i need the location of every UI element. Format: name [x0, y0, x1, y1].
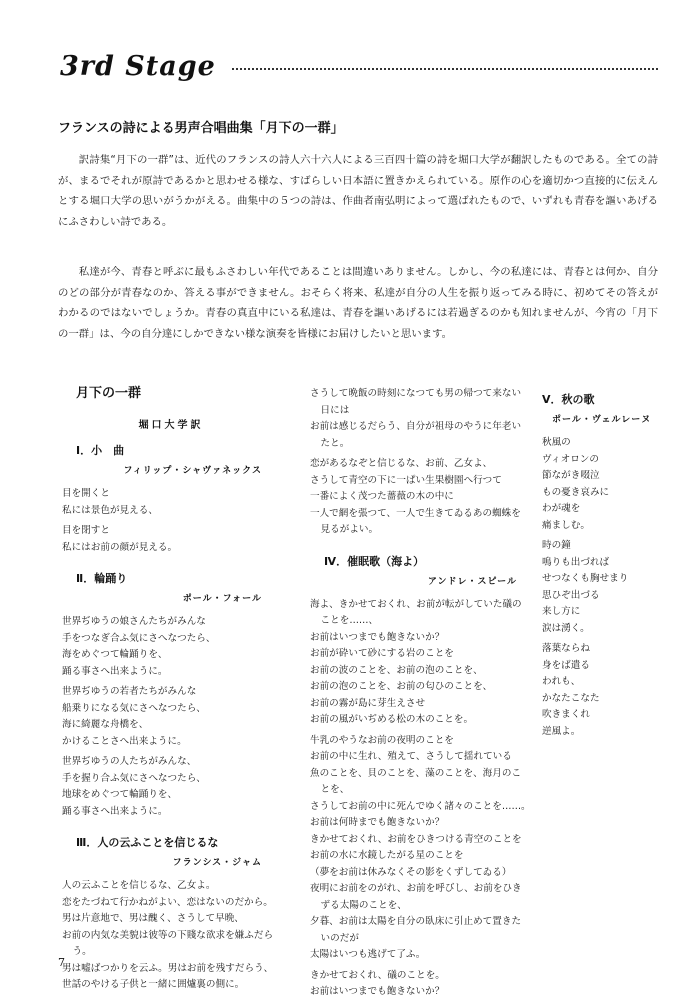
poem-line: お前はいつまでも飽きないか？: [310, 631, 445, 643]
poem-line: 夕暮、お前は太陽を自分の臥床に引止めて置きた: [310, 916, 522, 927]
section-title: Ⅲ．人の云ふことを信じるな: [76, 836, 219, 849]
poem-line: 海よ、きかせておくれ、お前が転がしていた礒の: [310, 598, 522, 610]
poem-line: お前の水に水鏡したがる星のことを: [310, 850, 464, 861]
poet-name: フィリップ・シャヴァネックス: [123, 466, 262, 476]
poem-line: わが魂を: [542, 503, 581, 514]
poet-name: アンドレ・スピール: [427, 576, 517, 587]
poem-line: 世界ぢゆうの若者たちがみんな: [62, 686, 197, 697]
poem-line: お前の霧が島に芽生えさせ: [310, 697, 426, 709]
intro-paragraph-1: 訳詩集“月下の一群”は、近代のフランスの詩人六十六人による三百四十篇の詩を堀口大学が翻訳したものである。全ての詩が、まるでそれが原詩であるかと思わせる様な、すばらしい日本語に置きかえられている。原作の心を適切かつ直接的に伝えんとする堀口大学の思いがうかがえる。曲集中の５つの詩は、作曲者南弘明によって選ばれたもので、いずれも青春を謳いあげるにふさわしい詩である。: [58, 154, 658, 228]
poem-line: 太陽はいつも逃げて了ふ。: [310, 949, 426, 960]
poem-line: きかせておくれ、お前をひきつける青空のことを: [310, 833, 522, 845]
poem-body: [62, 878, 280, 994]
poem-line: 私には景色が見える、: [62, 504, 158, 516]
poem-line: 身をば遣る: [542, 659, 590, 671]
section-title: Ⅴ．秋の歌: [542, 393, 595, 406]
poem-column-2: [310, 386, 535, 1001]
poem-line: かなたこなた: [542, 692, 600, 704]
poem-line: 海に綺麗な舟橋を、: [62, 719, 149, 730]
dotted-rule: [232, 68, 658, 70]
poem-line: 来し方に: [542, 606, 581, 617]
poem-line: 一人で網を張つて、一人で生きてゐるあの蜘蛛を: [310, 507, 521, 519]
poem-line: せつなくも胸せまり: [542, 573, 629, 584]
poem-line: 牛乳のやうなお前の夜明のことを: [310, 734, 454, 746]
section-title: Ⅱ．輪踊り: [76, 572, 128, 585]
poem-line: お前の泡のことを、お前の匂ひのことを、: [310, 681, 493, 692]
poem-body: [62, 486, 280, 556]
poem-line: う。: [72, 946, 92, 957]
poem-line: 恋をたづねて行かねがよい、恋はないのだから。: [62, 896, 273, 908]
poem-line: われも、: [542, 676, 581, 687]
poem-line: 手をつなぎ合ふ気にさへなつたら、: [62, 632, 216, 644]
poem-line: 踊る事さへ出来ように。: [62, 665, 168, 677]
poem-line: 目を開くと: [62, 488, 110, 499]
poem-line: （夢をお前は休みなくその影をくずしてゐる）: [310, 866, 512, 878]
poem-line: とを、: [320, 784, 350, 795]
page-header: [60, 50, 660, 84]
poem-body: [542, 435, 652, 740]
poet-name: フランシス・ジャム: [172, 858, 262, 868]
poet-name: ポール・フォール: [182, 594, 262, 604]
section-title: Ⅰ．小 曲: [76, 444, 125, 457]
poem-line: さうして晩飯の時刻になつても男の帰つて来ない: [310, 388, 522, 399]
poem-line: 思ひぞ出づる: [542, 589, 600, 601]
poem-line: 日には: [320, 404, 350, 416]
poem-line: 時の鐘: [542, 540, 571, 551]
poem-line: 地球をめぐつて輪踊りを、: [62, 789, 178, 800]
poem-line: 魚のことを、貝のことを、藻のことを、海月のこ: [310, 767, 522, 779]
poem-line: お前はいつまでも飽きないか？: [310, 986, 445, 997]
poem-line: 船乗りになる気にさへなつたら、: [62, 702, 206, 714]
poem-line: 踊る事さへ出来ように。: [62, 805, 168, 817]
poem-line: 人の云ふことを信じるな、乙女よ。: [62, 880, 216, 891]
poem-line: いのだが: [320, 932, 359, 944]
poem-line: 世界ぢゆうの人たちがみんな、: [62, 756, 197, 767]
poem-line: お前の風がいぢめる松の木のことを。: [310, 714, 474, 725]
poem-line: 男は片意地で、男は醜く、さうして早晩、: [62, 913, 244, 924]
poem-line: お前の中に生れ、殖えて、さうして揺れている: [310, 751, 512, 762]
poem-line: さうしてお前の中に死んでゆく諸々のことを……。: [310, 800, 531, 812]
poem-line: ヴィオロンの: [542, 453, 599, 465]
stage-title: 3rd Stage: [60, 51, 216, 82]
poem-line: 見るがよい。: [320, 524, 379, 535]
poem-line: ずる太陽のことを、: [320, 899, 407, 911]
poem-line: かけることさへ出来ように。: [62, 735, 187, 747]
poem-column-1: [62, 386, 280, 994]
poem-line: 痛ましむ。: [542, 519, 590, 531]
poem-line: お前の内気な美貌は彼等の下賤な欲求を嫌ふだら: [62, 929, 274, 941]
section-title: Ⅳ．催眠歌（海よ）: [324, 554, 425, 568]
poem-line: 海をめぐつて輪踊りを、: [62, 649, 168, 660]
intro-paragraph-2: 私達が今、青春と呼ぶに最もふさわしい年代であることは間違いありません。しかし、今の私達には、青春とは何か、自分のどの部分が青春なのか、答える事ができません。おそらく将来、私達が自分の人生を振り返ってみる時に、初めてその答えがわかるのではないでしょうか。青春の真直中にいる私達は、青春を謳いあげるには若過ぎるのかも知れませんが、今宵の「月下の一群」は、今の自分達にしかできない様な演奏を皆様にお届けしたいと思います。: [58, 266, 658, 340]
poem-line: お前の波のことを、お前の泡のことを、: [310, 664, 483, 676]
poem-line: 世話のやける子供と一緒に囲爐裏の側に。: [62, 979, 245, 990]
poem-line: 夜明にお前をのがれ、お前を呼びし、お前をひき: [310, 883, 522, 894]
page-number: 7: [58, 956, 65, 969]
poem-body: [310, 597, 535, 1001]
program-heading: フランスの詩による男声合唱曲集「月下の一群」: [58, 121, 344, 136]
poet-name: ポール・ヴェルレーヌ: [552, 415, 652, 425]
poem-line: お前が砕いて砂にする岩のことを: [310, 648, 454, 659]
poem-line: 節ながき啜泣: [542, 470, 600, 481]
poem-body: [62, 614, 280, 820]
translator-credit: 堀口大学訳: [138, 420, 204, 431]
poem-line: 目を閉すと: [62, 525, 110, 536]
poem-line: 男は嘘ばつかりを云ふ。男はお前を残すだらう、: [62, 962, 274, 974]
poem-line: 恋があるなぞと信じるな、お前、乙女よ、: [310, 458, 493, 469]
poem-line: 吹きまくれ: [542, 709, 590, 720]
poem-line: たと。: [320, 437, 350, 449]
poem-line: 手を握り合ふ気にさへなつたら、: [62, 772, 206, 784]
suite-title: 月下の一群: [76, 386, 142, 401]
poem-line: さうして青空の下に一ぱい生果樹園へ行つて: [310, 474, 502, 486]
poem-line: お前は何時までも飽きないか？: [310, 817, 445, 828]
poem-column-3: [542, 386, 652, 740]
poem-line: もの憂き哀みに: [542, 486, 610, 498]
poem-line: 世界ぢゆうの娘さんたちがみんな: [62, 616, 206, 627]
poem-line: 私にはお前の顔が見える。: [62, 541, 178, 553]
poem-line: きかせておくれ、礒のことを。: [310, 969, 445, 981]
poem-line: 一番によく茂つた薔薇の木の中に: [310, 491, 454, 502]
poem-line: 落葉ならね: [542, 643, 590, 654]
poem-body: [310, 386, 535, 539]
poem-line: 涙は湧く。: [542, 622, 590, 634]
poem-line: 逆風よ。: [542, 725, 581, 737]
poem-line: お前は感じるだらう、自分が祖母のやうに年老い: [310, 421, 522, 432]
poem-line: 秋風の: [542, 437, 571, 448]
poem-line: 鳴りも出づれば: [542, 556, 610, 568]
poem-line: ことを……、: [320, 615, 379, 626]
